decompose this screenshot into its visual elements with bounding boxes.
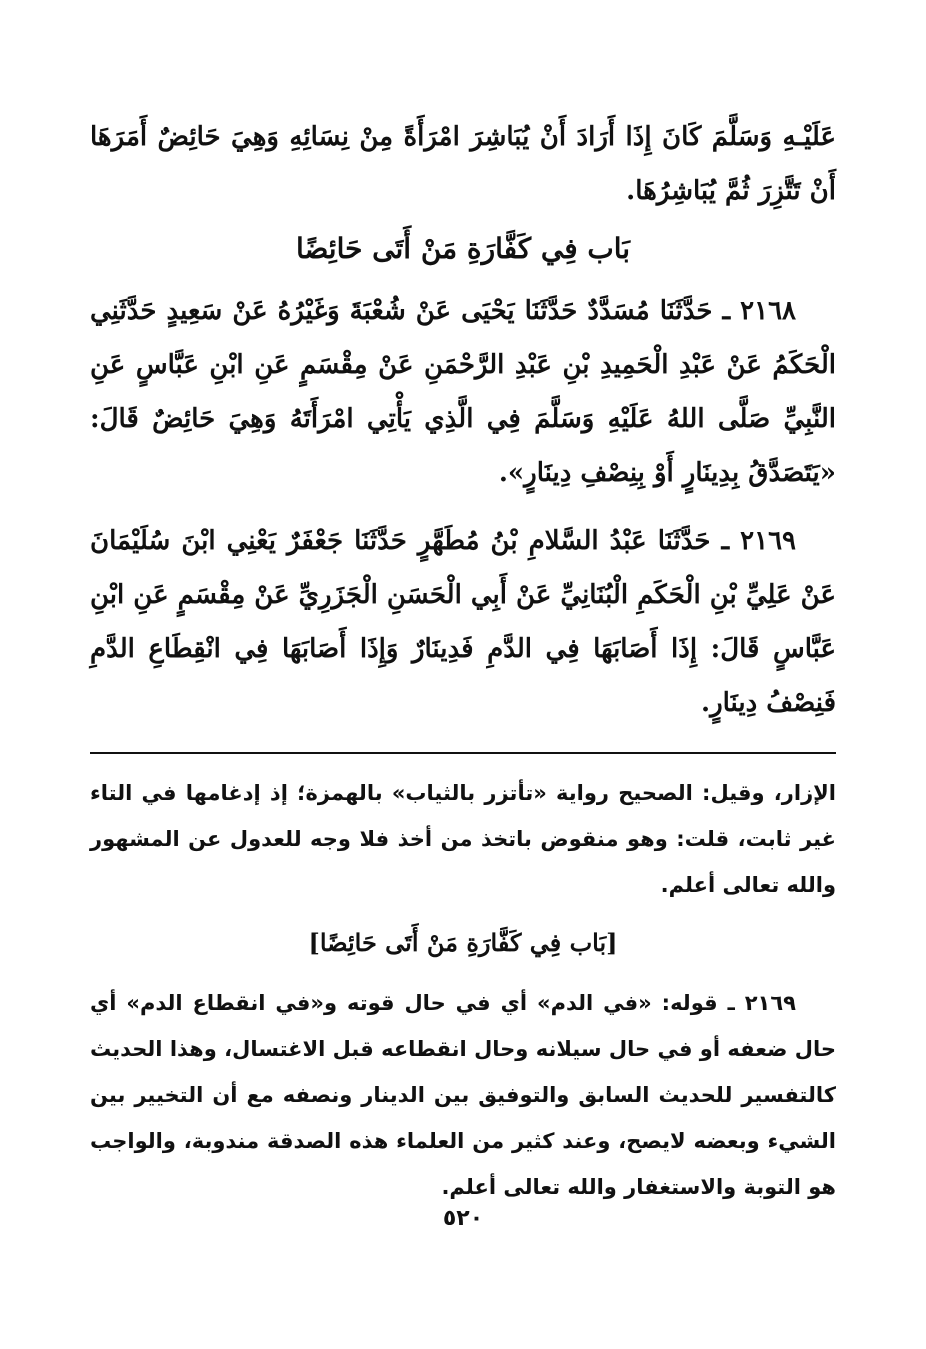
- hadith-2168: ٢١٦٨ ـ حَدَّثَنَا مُسَدَّدٌ حَدَّثَنَا يَحْيَى عَنْ شُعْبَةَ وَغَيْرُهُ عَنْ سَعِيدٍ حَدَّثَنِي الْحَكَمُ عَنْ عَبْدِ الْحَمِيدِ بْنِ عَبْدِ الرَّحْمَنِ عَنْ مِقْسَمٍ عَنِ ابْنِ عَبَّاسٍ عَنِ النَّبِيِّ صَلَّى اللهُ عَلَيْهِ وَسَلَّمَ فِي الَّذِي يَأْتِي امْرَأَتَهُ وَهِيَ حَائِضٌ قَالَ: «يَتَصَدَّقُ بِدِينَارٍ أَوْ بِنِصْفِ دِينَارٍ».: [90, 296, 836, 488]
- page-body: [90, 110, 836, 1210]
- top-continuation-text: عَلَيْـهِ وَسَلَّمَ كَانَ إِذَا أَرَادَ أَنْ يُبَاشِرَ امْرَأَةً مِنْ نِسَائِهِ وَهِيَ حَائِضٌ أَمَرَهَا أَنْ تَتَّزِرَ ثُمَّ يُبَاشِرُهَا.: [90, 122, 836, 206]
- commentary-chapter-title: [بَاب فِي كَفَّارَةِ مَنْ أَتَى حَائِضًا]: [308, 928, 618, 957]
- hadith-2169: ٢١٦٩ ـ حَدَّثَنَا عَبْدُ السَّلامِ بْنُ مُطَهَّرٍ حَدَّثَنَا جَعْفَرٌ يَعْنِي ابْنَ سُلَيْمَانَ عَنْ عَلِيِّ بْنِ الْحَكَمِ الْبُنَانِيِّ عَنْ أَبِي الْحَسَنِ الْجَزَرِيِّ عَنْ مِقْسَمٍ عَنِ ابْنِ عَبَّاسٍ قَالَ: إِذَا أَصَابَهَا فِي الدَّمِ فَدِينَارٌ وَإِذَا أَصَابَهَا فِي انْقِطَاعِ الدَّمِ فَنِصْفُ دِينَارٍ.: [90, 526, 836, 718]
- commentary-section: [90, 770, 836, 1210]
- page-number: ٥٢٠: [442, 1206, 484, 1231]
- footnote-divider: [90, 752, 836, 754]
- commentary-note-2: ٢١٦٩ ـ قوله: «في الدم» أي في حال قوته و«في انقطاع الدم» أي حال ضعفه أو في حال سيلانه وحال انقطاعه قبل الاغتسال، وهذا الحديث كالتفسير للحديث السابق والتوفيق بين الدينار ونصفه مع أن التخيير بين الشيء وبعضه لايصح، وعند كثير من العلماء هذه الصدقة مندوبة، والواجب هو التوبة والاستغفار والله تعالى أعلم.: [90, 991, 836, 1199]
- chapter-title: بَاب فِي كَفَّارَةِ مَنْ أَتَى حَائِضًا: [295, 232, 631, 265]
- commentary-note-1: الإزار، وقيل: الصحيح رواية «تأتزر بالثياب» بالهمزة؛ إذ إدغامها في التاء غير ثابت، قلت: وهو منقوض باتخذ من أخذ فلا وجه للعدول عن المشهور والله تعالى أعلم.: [90, 781, 836, 897]
